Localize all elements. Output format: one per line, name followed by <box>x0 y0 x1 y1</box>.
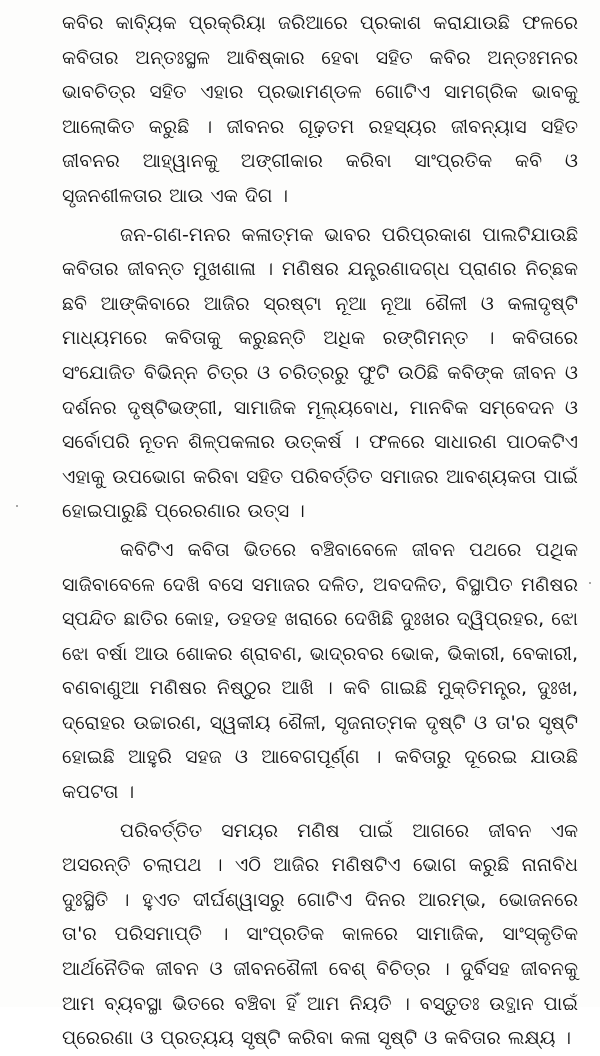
paragraph-2: ଜନ-ଗଣ-ମନର କଳାତ୍ମକ ଭାବର ପରିପ୍ରକାଶ ପାଲଟିଯାଉଛି କବିତାର ଜୀବନ୍ତ ମୁଖଶାଳା । ମଣିଷର ଯନ୍ତ୍ରଣାଦଗ୍ଧ ପ୍ରାଣର ନିଚ୍ଛକ ଛବି ଆଙ୍କିବାରେ ଆଜିର ସ୍ରଷ୍ଟା ନୂଆ ନୂଆ ଶୈଳୀ ଓ କଳାଦୃଷ୍ଟି ମାଧ୍ୟମରେ କବିତାକୁ କରୁଛନ୍ତି ଅଧିକ ରଙ୍ଗିମନ୍ତ । କବିତାରେ ସଂଯୋଜିତ ବିଭିନ୍ନ ଚିତ୍ର ଓ ଚରିତ୍ରରୁ ଫୁଟି ଉଠିଛି କବିଙ୍କ ଜୀବନ ଓ ଦର୍ଶନର ଦୃଷ୍ଟିଭଙ୍ଗୀ, ସାମାଜିକ ମୂଲ୍ୟବୋଧ, ମାନବିକ ସମ୍ବେଦନ ଓ ସର୍ବୋପରି ନୂତନ ଶିଳ୍ପକଳାର ଉତ୍କର୍ଷ । ଫଳରେ ସାଧାରଣ ପାଠକଟିଏ ଏହାକୁ ଉପଭୋଗ କରିବା ସହିତ ପରିବର୍ତ୍ତିତ ସମାଜର ଆବଶ୍ୟକତା ପାଇଁ ହୋଇପାରୁଛି ପ୍ରେରଣାର ଉତ୍ସ । <box>62 223 578 523</box>
scan-speck <box>16 505 18 507</box>
scan-speck <box>589 582 591 584</box>
paragraph-3: କବିଟିଏ କବିତା ଭିତରେ ବଞ୍ଚିବାବେଳେ ଜୀବନ ପଥରେ ପଥିକ ସାଜିବାବେଳେ ଦେଖି ବସେ ସମାଜର ଦଳିତ, ଅବଦଳିତ, ବିସ୍ଥାପିତ ମଣିଷର ସ୍ପନ୍ଦିତ ଛାତିର କୋହ, ଡହଡହ ଖରାରେ ଦେଖିଛି ଦୁଃଖର ଦ୍ୱିପ୍ରହର, ଝୋ ଝୋ ବର୍ଷା ଆଉ ଶୋକର ଶ୍ରାବଣ, ଭାଦ୍ରବର ଭୋକ, ଭିକାରୀ, ବେକାରୀ, ବଣବାଣୁଆ ମଣିଷର ନିଷ୍ଠୁର ଆଖି । କବି ଗାଇଛି ମୁକ୍ତିମନ୍ତ୍ର, ଦୁଃଖ, ଦ୍ରୋହର ଉଚ୍ଚାରଣ, ସ୍ୱକୀୟ ଶୈଳୀ, ସୃଜନାତ୍ମକ ଦୃଷ୍ଟି ଓ ତା'ର ସୃଷ୍ଟି ହୋଇଛି ଆହୁରି ସହଜ ଓ ଆବେଗପୂର୍ଣ୍ଣ । କବିତାରୁ ଦୂରେଇ ଯାଉଛି କପଟତା । <box>62 538 578 804</box>
paragraph-1: କବିର କାବ୍ୟିକ ପ୍ରକ୍ରିୟା ଜରିଆରେ ପ୍ରକାଶ କରାଯାଉଛି ଫଳରେ କବିତାର ଅନ୍ତଃସ୍ଥଳ ଆବିଷ୍କାର ହେବା ସହିତ କବିର ଅନ୍ତଃମନର ଭାବଚିତ୍ର ସହିତ ଏହାର ପ୍ରଭାମଣ୍ଡଳ ଗୋଟିଏ ସାମଗ୍ରିକ ଭାବକୁ ଆଲୋକିତ କରୁଛି । ଜୀବନର ଗୂଢ଼ତମ ରହସ୍ୟର ଜୀବନ୍ୟାସ ସହିତ ଜୀବନର ଆହ୍ୱାନକୁ ଅଙ୍ଗୀକାର କରିବା ସାଂପ୍ରତିକ କବି ଓ ସୃଜନଶୀଳତାର ଆଉ ଏକ ଦିଗ । <box>62 12 578 207</box>
paragraph-4: ପରିବର୍ତ୍ତିତ ସମୟର ମଣିଷ ପାଇଁ ଆଗରେ ଜୀବନ ଏକ ଅସରନ୍ତି ଚଲାପଥ । ଏଠି ଆଜିର ମଣିଷଟିଏ ଭୋଗ କରୁଛି ନାନାବିଧ ଦୁଃସ୍ଥିତି । ହୁଏତ ଦୀର୍ଘଶ୍ୱାସରୁ ଗୋଟିଏ ଦିନର ଆରମ୍ଭ, ଭୋଜନରେ ତା'ର ପରିସମାପ୍ତି । ସାଂପ୍ରତିକ କାଳରେ ସାମାଜିକ, ସାଂସ୍କୃତିକ ଆର୍ଥନୈତିକ ଜୀବନ ଓ ଜୀବନଶୈଳୀ ବେଶ୍ ବିଚିତ୍ର । ଦୁର୍ବିସହ ଜୀବନକୁ ଆମ ବ୍ୟବସ୍ଥା ଭିତରେ ବଞ୍ଚିବା ହିଁ ଆମ ନିୟତି । ବସ୍ତୁତଃ ଉତ୍ଥାନ ପାଇଁ ପ୍ରେରଣା ଓ ପ୍ରତ୍ୟୟ ସୃଷ୍ଟି କରିବା କଳା ସୃଷ୍ଟି ଓ କବିତାର ଲକ୍ଷ୍ୟ । <box>62 819 578 1050</box>
